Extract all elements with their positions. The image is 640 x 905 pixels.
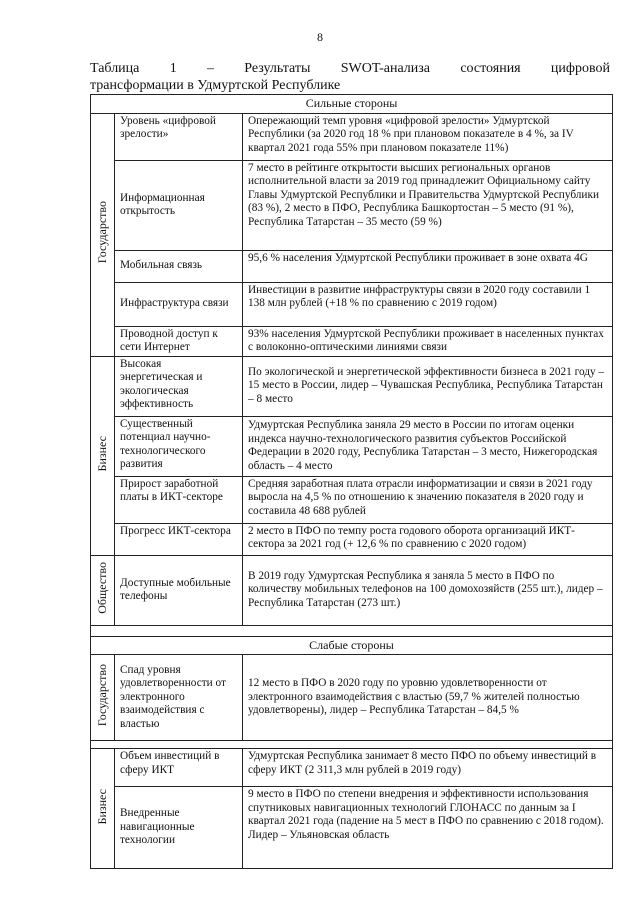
value-cell: 2 место в ПФО по темпу роста годового оборота организаций ИКТ-сектора за 2021 год (+ 12,6 % по сравнению с 2020 годом) — [243, 523, 613, 555]
category-cell — [91, 113, 115, 356]
indicator-cell: Уровень «цифровой зрелости» — [115, 113, 243, 160]
category-cell — [91, 555, 115, 625]
value-cell: Удмуртская Республика заняла 29 место в России по итогам оценки индекса научно-технологического развития субъектов Российской Федерации в 2020 году, Республика Татарстан – 3 место, Нижегородская область – 4 место — [243, 416, 613, 476]
caption-word: – — [206, 61, 214, 76]
indicator-cell: Высокая энергетическая и экологическая эффективность — [115, 356, 243, 416]
table-row — [91, 326, 613, 356]
indicator-cell: Существенный потенциал научно-технологического развития — [115, 416, 243, 476]
value-cell: 9 место в ПФО по степени внедрения и эффективности использования спутниковых навигационных технологий ГЛОНАСС по данным за I квартал 2021 года (падение на 5 мест в ПФО по сравнению с 2018 годом). Лидер – Ульяновская область — [243, 787, 613, 869]
value-cell: Удмуртская Республика занимает 8 место ПФО по объему инвестиций в сферу ИКТ (2 311,3 млн рублей в 2019 году) — [243, 749, 613, 787]
value-cell: Средняя заработная плата отрасли информатизации и связи в 2021 году выросла на 4,5 % по отношению к значению показателя в 2020 году и составила 48 688 рублей — [243, 476, 613, 523]
table-row — [91, 356, 613, 416]
indicator-cell: Мобильная связь — [115, 250, 243, 282]
category-label: Бизнес — [94, 435, 109, 471]
value-cell: 93% населения Удмуртской Республики проживает в населенных пунктах с волоконно-оптическими линиями связи — [243, 326, 613, 356]
section-title-weaknesses: Слабые стороны — [91, 636, 613, 655]
table-row — [91, 523, 613, 555]
indicator-cell: Проводной доступ к сети Интернет — [115, 326, 243, 356]
value-cell: 7 место в рейтинге открытости высших региональных органов исполнительной власти за 2019 год принадлежит Официальному сайту Главы Удмуртской Республики и Правительства Удмуртской Республики (83 %), 2 место в ПФО, Республика Башкортостан – 5 место (91 %), Республика Татарстан – 35 место (59 %) — [243, 160, 613, 250]
value-cell: Опережающий темп уровня «цифровой зрелости» Удмуртской Республики (за 2020 год 18 % при плановом показателе в 4 %, за IV квартал 2021 года 55% при плановом показателе 11%) — [243, 113, 613, 160]
indicator-cell: Инфраструктура связи — [115, 282, 243, 326]
table-row — [91, 113, 613, 160]
spacer-row — [91, 741, 613, 749]
table-row — [91, 749, 613, 787]
category-cell — [91, 655, 115, 741]
table-row — [91, 476, 613, 523]
value-cell: По экологической и энергетической эффективности бизнеса в 2021 году – 15 место в России, лидер – Чувашская Республика, Республика Татарстан – 8 место — [243, 356, 613, 416]
caption-word: состояния — [460, 61, 521, 76]
table-row — [91, 282, 613, 326]
caption-word: 1 — [169, 61, 177, 76]
caption-line-1 — [90, 60, 610, 77]
section-title-strengths: Сильные стороны — [91, 95, 613, 114]
table-row — [91, 250, 613, 282]
caption-word: Результаты — [244, 61, 311, 76]
section-header-row — [91, 95, 613, 114]
table-row — [91, 416, 613, 476]
indicator-cell: Доступные мобильные телефоны — [115, 555, 243, 625]
caption-word: Таблица — [90, 61, 140, 76]
caption-line-2: трансформации в Удмуртской Республике — [90, 78, 341, 93]
value-cell: 95,6 % населения Удмуртской Республики проживает в зоне охвата 4G — [243, 250, 613, 282]
caption-word: цифровой — [550, 61, 610, 76]
table-caption — [90, 60, 610, 94]
section-header-row — [91, 636, 613, 655]
indicator-cell: Объем инвестиций в сферу ИКТ — [115, 749, 243, 787]
value-cell: Инвестиции в развитие инфраструктуры связи в 2020 году составили 1 138 млн рублей (+18 % по сравнению с 2019 годом) — [243, 282, 613, 326]
table-row — [91, 787, 613, 869]
table-row — [91, 555, 613, 625]
category-label: Бизнес — [94, 788, 109, 824]
category-cell — [91, 356, 115, 555]
page-number: 8 — [317, 30, 323, 44]
indicator-cell: Спад уровня удовлетворенности от электронного взаимодействия с властью — [115, 655, 243, 741]
indicator-cell: Внедренные навигационные технологии — [115, 787, 243, 869]
swot-table — [90, 94, 613, 869]
indicator-cell: Прирост заработной платы в ИКТ-секторе — [115, 476, 243, 523]
value-cell: 12 место в ПФО в 2020 году по уровню удовлетворенности от электронного взаимодействия с властью (59,7 % жителей полностью удовлетворены), лидер – Республика Татарстан – 84,5 % — [243, 655, 613, 741]
category-label: Общество — [94, 561, 109, 614]
category-label: Государство — [94, 664, 109, 727]
table-row — [91, 160, 613, 250]
category-label: Государство — [94, 201, 109, 264]
table-row — [91, 655, 613, 741]
category-cell — [91, 749, 115, 869]
indicator-cell: Информационная открытость — [115, 160, 243, 250]
indicator-cell: Прогресс ИКТ-сектора — [115, 523, 243, 555]
value-cell: В 2019 году Удмуртская Республика я заняла 5 место в ПФО по количеству мобильных телефонов на 100 домохозяйств (255 шт.), лидер – Республика Татарстан (273 шт.) — [243, 555, 613, 625]
spacer-row — [91, 625, 613, 636]
caption-word: SWOT-анализа — [340, 61, 431, 76]
